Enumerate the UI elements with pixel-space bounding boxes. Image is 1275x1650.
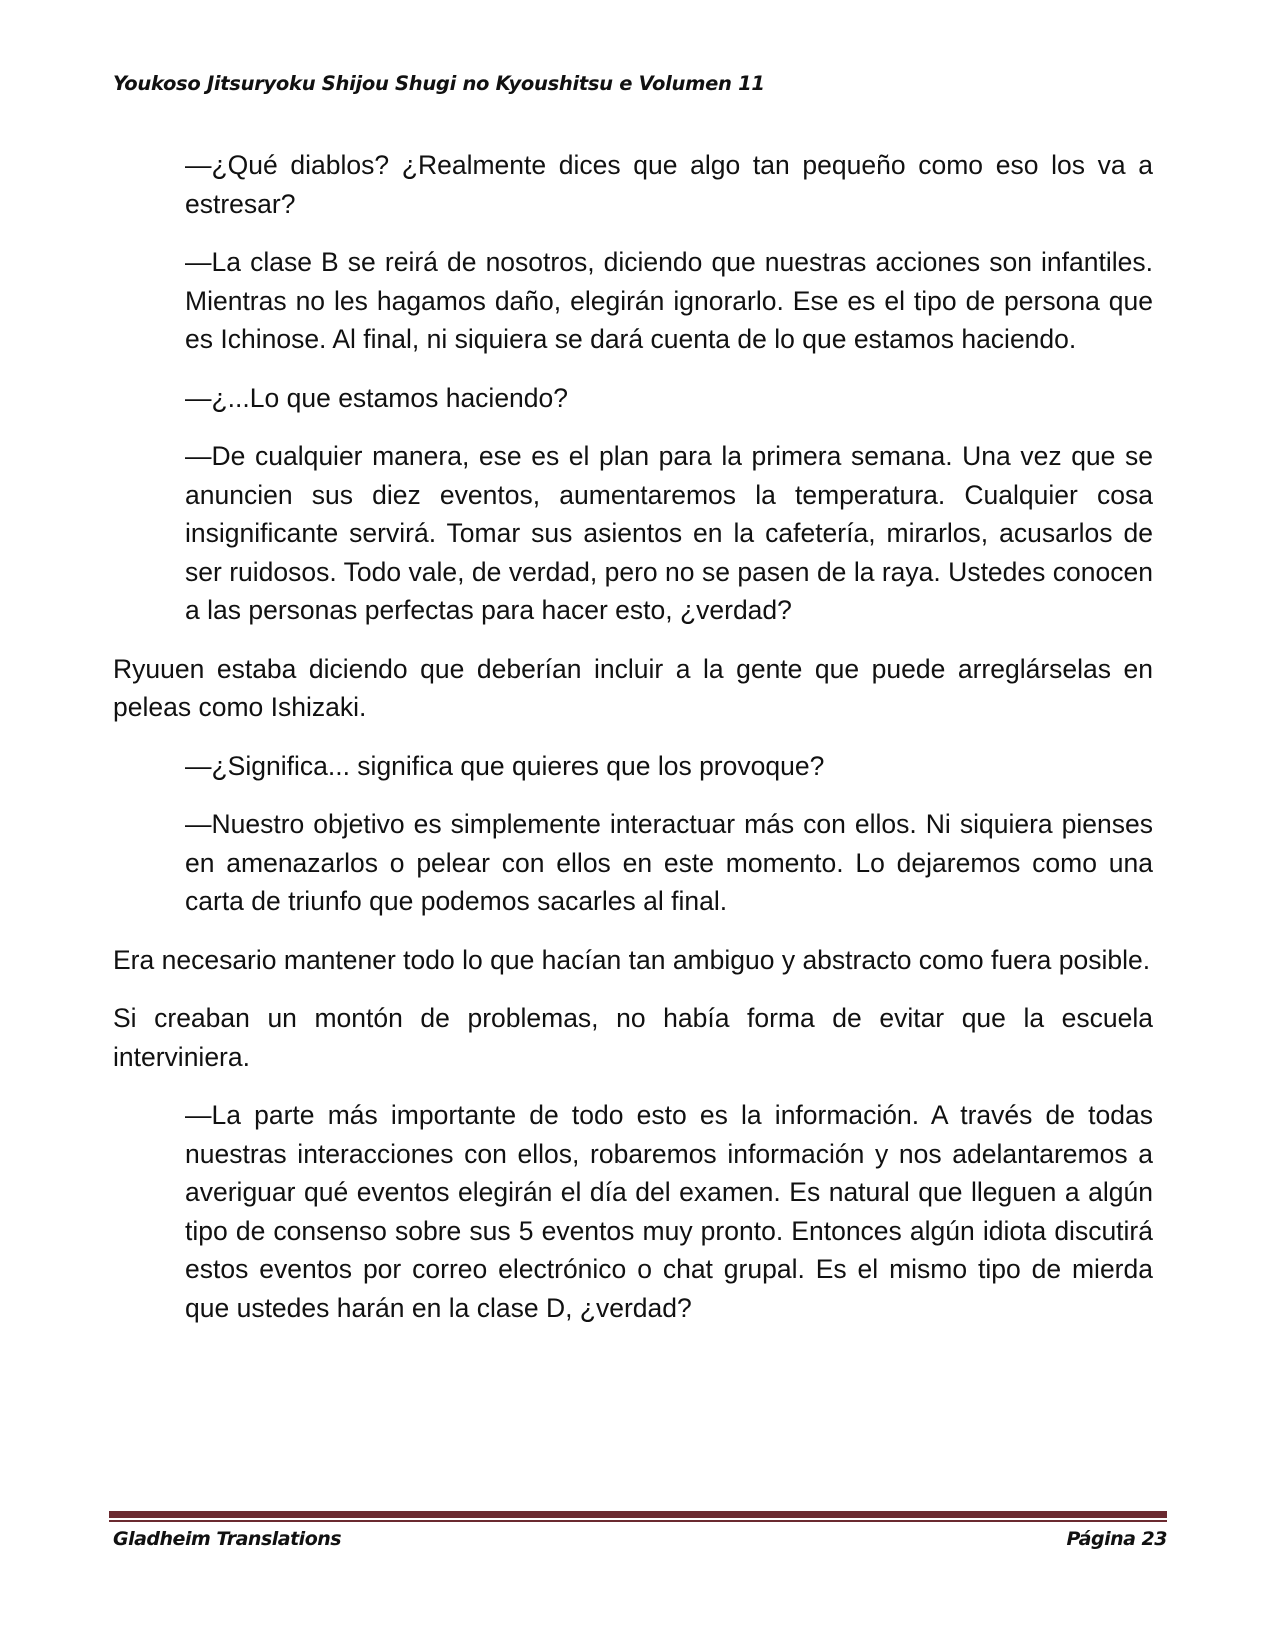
page-number: Página 23 xyxy=(1066,1528,1167,1550)
paragraph: —¿...Lo que estamos haciendo? xyxy=(185,382,569,413)
paragraph: —De cualquier manera, ese es el plan para la primera semana. Una vez que se anuncien sus diez eventos, aumentaremos la temperatura. Cualquier cosa insignificante servirá. Tomar sus asientos en la cafetería, mirarlos, acusarlos de ser ruidosos. Todo vale, de verdad, pero no se pasen de la raya. Ustedes conocen a las personas perfectas para hacer esto, ¿verdad? xyxy=(185,441,1153,625)
footer-rule-thin xyxy=(109,1520,1167,1522)
paragraph: —La parte más importante de todo esto es la información. A través de todas nuestras interacciones con ellos, robaremos información y nos adelantaremos a averiguar qué eventos elegirán el día del examen. Es natural que lleguen a algún tipo de consenso sobre sus 5 eventos muy pronto. Entonces algún idiota discutirá estos eventos por correo electrónico o chat grupal. Es el mismo tipo de mierda que ustedes harán en la clase D, ¿verdad? xyxy=(185,1100,1153,1323)
body-text xyxy=(0,146,1275,1347)
paragraph: —La clase B se reirá de nosotros, diciendo que nuestras acciones son infantiles. Mientras no les hagamos daño, elegirán ignorarlo. Ese es el tipo de persona que es Ichinose. Al final, ni siquiera se dará cuenta de lo que estamos haciendo. xyxy=(185,247,1153,354)
paragraph: —¿Significa... significa que quieres que los provoque? xyxy=(185,750,825,781)
footer-rule xyxy=(109,1511,1167,1518)
footer-credit: Gladheim Translations xyxy=(113,1528,342,1550)
paragraph: Era necesario mantener todo lo que hacían tan ambiguo y abstracto como fuera posible. xyxy=(113,944,1151,975)
paragraph: Ryuuen estaba diciendo que deberían incluir a la gente que puede arreglárselas en peleas como Ishizaki. xyxy=(113,653,1153,722)
running-header: Youkoso Jitsuryoku Shijou Shugi no Kyoushitsu e Volumen 11 xyxy=(113,72,765,95)
paragraph: Si creaban un montón de problemas, no había forma de evitar que la escuela interviniera. xyxy=(113,1003,1153,1072)
paragraph: —¿Qué diablos? ¿Realmente dices que algo tan pequeño como eso los va a estresar? xyxy=(185,150,1153,219)
paragraph: —Nuestro objetivo es simplemente interactuar más con ellos. Ni siquiera pienses en amenazarlos o pelear con ellos en este momento. Lo dejaremos como una carta de triunfo que podemos sacarles al final. xyxy=(185,809,1153,916)
